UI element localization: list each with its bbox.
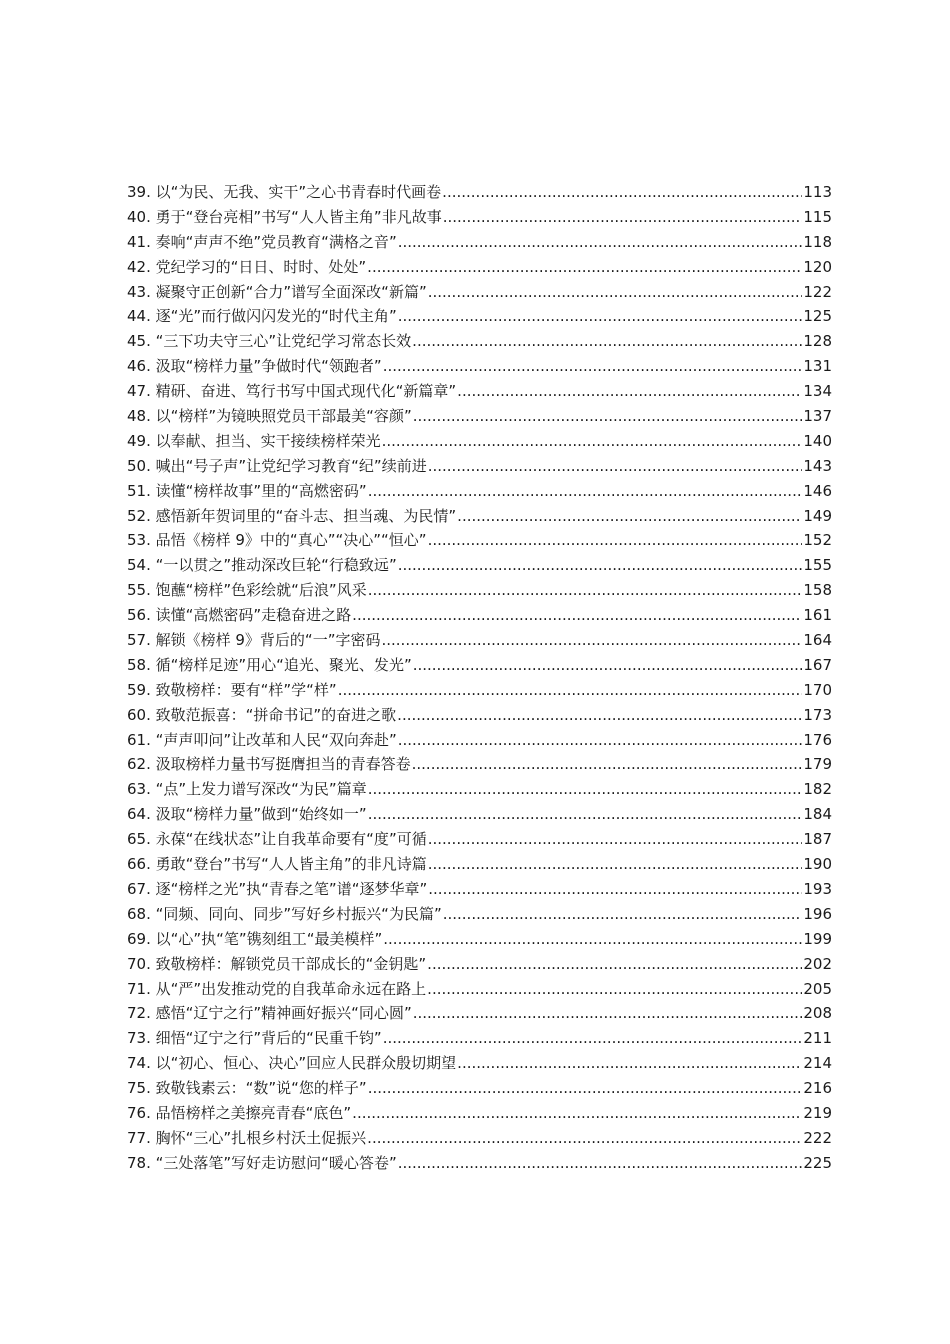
toc-entry-page: 137: [803, 407, 832, 426]
toc-entry: [127, 1076, 832, 1101]
toc-entry-page: 118: [803, 232, 832, 251]
dot-leader: [457, 379, 802, 404]
toc-entry-title: 61. “声声叩问”让改革和人民“双向奔赴”: [127, 730, 397, 749]
dot-leader: [428, 280, 803, 305]
toc-entry-title: 68. “同频、同向、同步”写好乡村振兴“为民篇”: [127, 904, 442, 923]
toc-entry-title: 72. 感悟“辽宁之行”精神画好振兴“同心圆”: [127, 1004, 412, 1023]
toc-entry: [127, 752, 832, 777]
toc-entry-title: 58. 循“榜样足迹”用心“追光、聚光、发光”: [127, 655, 412, 674]
toc-entry-title: 55. 饱蘸“榜样”色彩绘就“后浪”风采: [127, 581, 367, 600]
toc-entry: [127, 479, 832, 504]
toc-entry-page: 173: [803, 705, 832, 724]
toc-entry-title: 67. 逐“榜样之光”执“青春之笔”谱“逐梦华章”: [127, 879, 428, 898]
toc-entry-title: 44. 逐“光”而行做闪闪发光的“时代主角”: [127, 307, 397, 326]
dot-leader: [412, 329, 802, 354]
toc-entry: [127, 952, 832, 977]
dot-leader: [382, 429, 803, 454]
toc-entry-title: 47. 精研、奋进、笃行书写中国式现代化“新篇章”: [127, 382, 457, 401]
toc-entry-title: 48. 以“榜样”为镜映照党员干部最美“容颜”: [127, 407, 412, 426]
toc-entry-page: 164: [803, 631, 832, 650]
toc-entry-page: 122: [803, 282, 832, 301]
toc-entry-title: 45. “三下功夫守三心”让党纪学习常态长效: [127, 332, 412, 351]
toc-entry-title: 53. 品悟《榜样 9》中的“真心”“决心”“恒心”: [127, 531, 427, 550]
toc-entry-page: 182: [803, 780, 832, 799]
toc-entry-page: 125: [803, 307, 832, 326]
toc-entry-title: 76. 品悟榜样之美擦亮青春“底色”: [127, 1103, 352, 1122]
dot-leader: [398, 230, 803, 255]
toc-entry: [127, 777, 832, 802]
dot-leader: [443, 205, 803, 230]
toc-entry-title: 56. 读懂“高燃密码”走稳奋进之路: [127, 606, 352, 625]
dot-leader: [428, 852, 803, 877]
toc-entry: [127, 379, 832, 404]
toc-entry-title: 41. 奏响“声声不绝”党员教育“满格之音”: [127, 232, 397, 251]
toc-entry: [127, 852, 832, 877]
toc-entry-page: 115: [803, 207, 832, 226]
toc-entry: [127, 1101, 832, 1126]
toc-entry-page: 202: [803, 954, 832, 973]
toc-entry-page: 216: [803, 1079, 832, 1098]
dot-leader: [398, 553, 803, 578]
toc-entry-title: 75. 致敬钱素云：“数”说“您的样子”: [127, 1079, 367, 1098]
toc-entry: [127, 877, 832, 902]
toc-entry: [127, 728, 832, 753]
dot-leader: [413, 1001, 803, 1026]
toc-entry-page: 199: [803, 929, 832, 948]
dot-leader: [457, 1051, 802, 1076]
dot-leader: [368, 1076, 803, 1101]
toc-entry-page: 214: [803, 1054, 832, 1073]
toc-entry-title: 78. “三处落笔”写好走访慰问“暖心答卷”: [127, 1153, 397, 1172]
dot-leader: [428, 528, 803, 553]
dot-leader: [398, 304, 803, 329]
dot-leader: [383, 927, 802, 952]
dot-leader: [442, 180, 802, 205]
toc-entry: [127, 1001, 832, 1026]
toc-entry: [127, 628, 832, 653]
toc-entry: [127, 977, 832, 1002]
toc-entry-title: 54. “一以贯之”推动深改巨轮“行稳致远”: [127, 556, 397, 575]
toc-entry-page: 190: [803, 855, 832, 874]
toc-entry-page: 128: [803, 332, 832, 351]
toc-entry-page: 167: [803, 655, 832, 674]
toc-entry: [127, 927, 832, 952]
dot-leader: [383, 354, 803, 379]
toc-entry-title: 59. 致敬榜样：要有“样”学“样”: [127, 680, 337, 699]
toc-entry: [127, 255, 832, 280]
toc-entry-page: 176: [803, 730, 832, 749]
toc-entry-page: 146: [803, 481, 832, 500]
toc-entry-title: 70. 致敬榜样：解锁党员干部成长的“金钥匙”: [127, 954, 427, 973]
toc-entry-title: 77. 胸怀“三心”扎根乡村沃土促振兴: [127, 1128, 367, 1147]
toc-entry-title: 64. 汲取“榜样力量”做到“始终如一”: [127, 805, 367, 824]
toc-entry: [127, 429, 832, 454]
toc-entry-page: 161: [803, 606, 832, 625]
dot-leader: [368, 777, 803, 802]
toc-entry-title: 52. 感悟新年贺词里的“奋斗志、担当魂、为民情”: [127, 506, 457, 525]
toc-entry-page: 158: [803, 581, 832, 600]
dot-leader: [368, 578, 803, 603]
dot-leader: [428, 877, 802, 902]
toc-entry-page: 149: [803, 506, 832, 525]
dot-leader: [398, 728, 803, 753]
dot-leader: [413, 653, 803, 678]
dot-leader: [381, 628, 802, 653]
toc-entry: [127, 553, 832, 578]
dot-leader: [413, 404, 803, 429]
dot-leader: [368, 802, 803, 827]
toc-entry-page: 184: [803, 805, 832, 824]
dot-leader: [338, 678, 803, 703]
toc-entry-title: 39. 以“为民、无我、实干”之心书青春时代画卷: [127, 183, 442, 201]
toc-entry-page: 208: [803, 1004, 832, 1023]
toc-entry-page: 120: [803, 257, 832, 276]
dot-leader: [398, 1151, 803, 1176]
toc-entry-page: 211: [803, 1029, 832, 1048]
toc-entry: [127, 653, 832, 678]
toc-entry-page: 113: [803, 183, 832, 201]
toc-entry-title: 57. 解锁《榜样 9》背后的“一”字密码: [127, 631, 381, 650]
toc-entry: [127, 1151, 832, 1176]
toc-entry: [127, 205, 832, 230]
toc-entry-page: 155: [803, 556, 832, 575]
table-of-contents: [127, 180, 832, 1176]
toc-entry-title: 71. 从“严”出发推动党的自我革命永远在路上: [127, 979, 427, 998]
dot-leader: [457, 504, 802, 529]
toc-entry-title: 62. 汲取榜样力量书写挺膺担当的青春答卷: [127, 755, 411, 774]
toc-entry-page: 152: [803, 531, 832, 550]
dot-leader: [427, 977, 802, 1002]
dot-leader: [412, 752, 803, 777]
toc-entry: [127, 404, 832, 429]
toc-entry-title: 60. 致敬范振喜：“拼命书记”的奋进之歌: [127, 705, 397, 724]
dot-leader: [352, 603, 802, 628]
toc-entry: [127, 603, 832, 628]
toc-entry-title: 66. 勇敢“登台”书写“人人皆主角”的非凡诗篇: [127, 855, 427, 874]
toc-entry: [127, 902, 832, 927]
toc-entry-title: 73. 细悟“辽宁之行”背后的“民重千钧”: [127, 1029, 382, 1048]
toc-entry-title: 46. 汲取“榜样力量”争做时代“领跑者”: [127, 357, 382, 376]
toc-entry-page: 140: [803, 431, 832, 450]
toc-entry-title: 74. 以“初心、恒心、决心”回应人民群众殷切期望: [127, 1054, 457, 1073]
toc-entry-page: 170: [803, 680, 832, 699]
dot-leader: [367, 255, 802, 280]
dot-leader: [428, 827, 803, 852]
dot-leader: [368, 479, 803, 504]
toc-entry-title: 51. 读懂“榜样故事”里的“高燃密码”: [127, 481, 367, 500]
toc-entry: [127, 578, 832, 603]
toc-entry-page: 187: [803, 830, 832, 849]
toc-entry: [127, 180, 832, 205]
toc-entry-page: 143: [803, 456, 832, 475]
toc-entry: [127, 504, 832, 529]
toc-entry: [127, 827, 832, 852]
dot-leader: [352, 1101, 802, 1126]
toc-entry-page: 179: [803, 755, 832, 774]
toc-entry-page: 219: [803, 1103, 832, 1122]
toc-entry: [127, 528, 832, 553]
toc-entry-title: 63. “点”上发力谱写深改“为民”篇章: [127, 780, 367, 799]
toc-entry-title: 65. 永葆“在线状态”让自我革命要有“度”可循: [127, 830, 427, 849]
dot-leader: [427, 952, 802, 977]
toc-entry-title: 43. 凝聚守正创新“合力”谱写全面深改“新篇”: [127, 282, 427, 301]
dot-leader: [428, 454, 803, 479]
dot-leader: [367, 1126, 802, 1151]
toc-entry-page: 196: [803, 904, 832, 923]
toc-entry: [127, 802, 832, 827]
toc-entry-page: 131: [803, 357, 832, 376]
toc-entry: [127, 1026, 832, 1051]
toc-entry-page: 193: [803, 879, 832, 898]
toc-entry-title: 40. 勇于“登台亮相”书写“人人皆主角”非凡故事: [127, 207, 442, 226]
dot-leader: [397, 703, 802, 728]
toc-entry: [127, 304, 832, 329]
toc-entry: [127, 678, 832, 703]
toc-entry: [127, 230, 832, 255]
toc-entry-title: 69. 以“心”执“笔”镌刻组工“最美模样”: [127, 929, 383, 948]
dot-leader: [383, 1026, 803, 1051]
toc-entry: [127, 454, 832, 479]
dot-leader: [443, 902, 803, 927]
toc-entry-page: 225: [803, 1153, 832, 1172]
toc-entry-page: 205: [803, 979, 832, 998]
toc-entry-title: 42. 党纪学习的“日日、时时、处处”: [127, 257, 367, 276]
toc-entry-page: 222: [803, 1128, 832, 1147]
toc-entry: [127, 354, 832, 379]
toc-entry-page: 134: [803, 382, 832, 401]
toc-entry-title: 50. 喊出“号子声”让党纪学习教育“纪”续前进: [127, 456, 427, 475]
toc-entry-title: 49. 以奉献、担当、实干接续榜样荣光: [127, 431, 381, 450]
toc-entry: [127, 329, 832, 354]
toc-entry: [127, 1051, 832, 1076]
toc-entry: [127, 1126, 832, 1151]
toc-entry: [127, 703, 832, 728]
toc-entry: [127, 280, 832, 305]
